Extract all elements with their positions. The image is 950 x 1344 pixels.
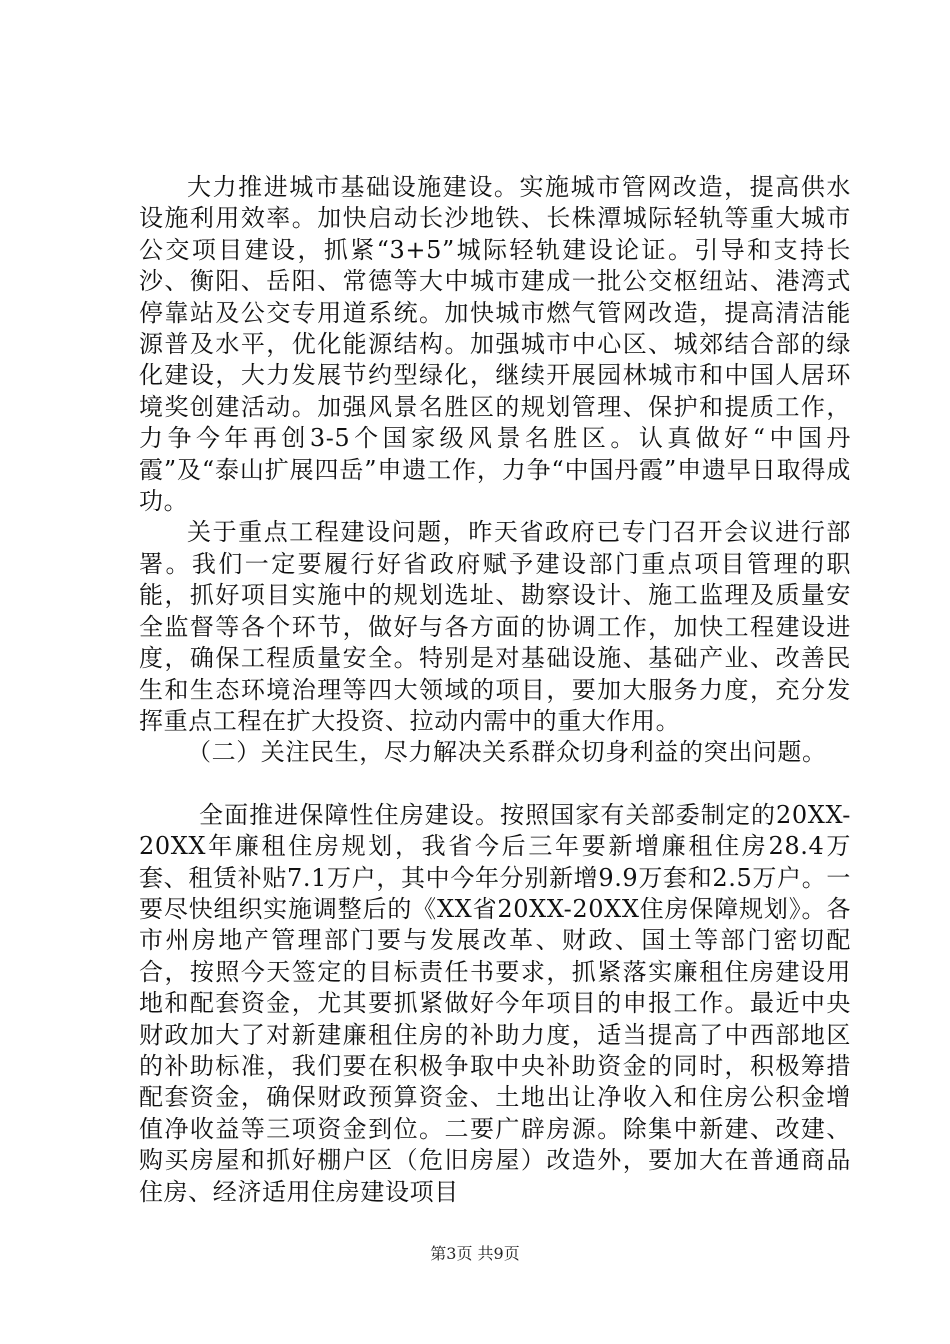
document-body xyxy=(139,172,851,1208)
section-heading-livelihood: （二）关注民生，尽力解决关系群众切身利益的突出问题。 xyxy=(187,738,827,767)
paragraph-housing: 全面推进保障性住房建设。按照国家有关部委制定的20XX-20XX年廉租住房规划，我省今后三年要新增廉租住房28.4万套、租赁补贴7.1万户，其中今年分别新增9.9万套和2.5万户。一要尽快组织实施调整后的《XX省20XX-20XX住房保障规划》。各市州房地产管理部门要与发展改革、财政、国土等部门密切配合，按照今天签定的目标责任书要求，抓紧落实廉租住房建设用地和配套资金，尤其要抓紧做好今年项目的申报工作。最近中央财政加大了对新建廉租住房的补助力度，适当提高了中西部地区的补助标准，我们要在积极争取中央补助资金的同时，积极筹措配套资金，确保财政预算资金、土地出让净收入和住房公积金增值净收益等三项资金到位。二要广辟房源。除集中新建、改建、购买房屋和抓好棚户区（危旧房屋）改造外，要加大在普通商品住房、经济适用住房建设项目 xyxy=(139,800,851,1206)
paragraph-key-projects: 关于重点工程建设问题，昨天省政府已专门召开会议进行部署。我们一定要履行好省政府赋予建设部门重点项目管理的职能，抓好项目实施中的规划选址、勘察设计、施工监理及质量安全监督等各个环节，做好与各方面的协调工作，加快工程建设进度，确保工程质量安全。特别是对基础设施、基础产业、改善民生和生态环境治理等四大领域的项目，要加大服务力度，充分发挥重点工程在扩大投资、拉动内需中的重大作用。 xyxy=(139,518,851,735)
paragraph-infrastructure: 大力推进城市基础设施建设。实施城市管网改造，提高供水设施利用效率。加快启动长沙地铁、长株潭城际轻轨等重大城市公交项目建设，抓紧“3+5”城际轻轨建设论证。引导和支持长沙、衡阳、岳阳、常德等大中城市建成一批公交枢纽站、港湾式停靠站及公交专用道系统。加快城市燃气管网改造，提高清洁能源普及水平，优化能源结构。加强城市中心区、城郊结合部的绿化建设，大力发展节约型绿化，继续开展园林城市和中国人居环境奖创建活动。加强风景名胜区的规划管理、保护和提质工作，力争今年再创3-5个国家级风景名胜区。认真做好“中国丹霞”及“泰山扩展四岳”申遗工作，力争“中国丹霞”申遗早日取得成功。 xyxy=(139,173,851,516)
page-number-footer: 第3页 共9页 xyxy=(430,1244,520,1263)
